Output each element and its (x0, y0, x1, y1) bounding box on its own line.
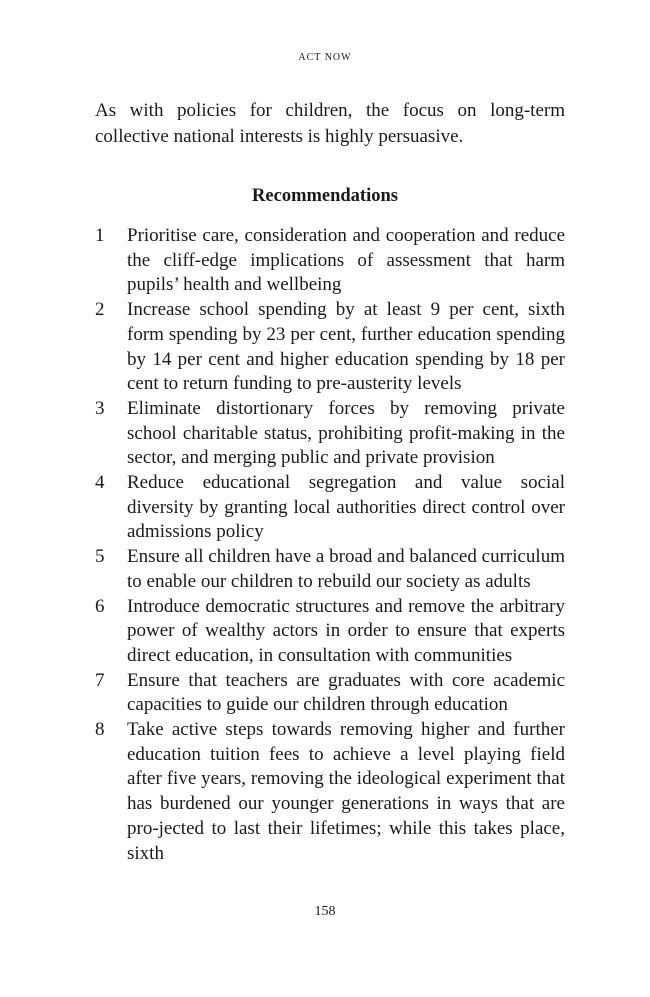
recommendation-text: Prioritise care, consideration and cooperation and reduce the cliff-edge implications of assessment that harm pupils’ health and wellbeing (127, 225, 565, 296)
recommendation-number: 2 (95, 299, 105, 321)
recommendation-item (95, 224, 565, 298)
recommendation-text: Take active steps towards removing higher and further education tuition fees to achieve a level playing field after five years, removing the ideological experiment that has burdened our younger generations in ways that are pro-jected to last their lifetimes; while this takes place, sixth (127, 719, 565, 864)
recommendation-item (95, 397, 565, 471)
recommendation-text: Increase school spending by at least 9 per cent, sixth form spending by 23 per cent, further education spending by 14 per cent and higher education spending by 18 per cent to return funding to pre-austerity levels (127, 299, 565, 395)
page-number: 158 (314, 904, 336, 919)
recommendation-item (95, 669, 565, 718)
recommendation-item (95, 471, 565, 545)
recommendation-number: 4 (95, 472, 105, 494)
running-head: ACT NOW (298, 52, 352, 63)
recommendation-text: Introduce democratic structures and remove the arbitrary power of wealthy actors in order to ensure that experts direct education, in consultation with communities (127, 595, 565, 666)
recommendation-number: 5 (95, 546, 105, 568)
recommendation-text: Ensure all children have a broad and balanced curriculum to enable our children to rebuild our society as adults (127, 546, 565, 592)
recommendation-number: 1 (95, 225, 105, 246)
recommendation-number: 8 (95, 719, 105, 741)
section-heading: Recommendations (252, 186, 398, 206)
recommendations-list (95, 224, 565, 866)
recommendation-number: 6 (95, 595, 105, 617)
recommendation-item (95, 718, 565, 866)
recommendation-item (95, 595, 565, 669)
recommendation-item (95, 298, 565, 397)
recommendation-number: 3 (95, 397, 105, 419)
recommendation-text: Ensure that teachers are graduates with core academic capacities to guide our children through education (127, 669, 565, 716)
recommendation-number: 7 (95, 669, 105, 691)
recommendation-text: Eliminate distortionary forces by removing private school charitable status, prohibiting profit-making in the sector, and merging public and private provision (127, 397, 565, 469)
recommendation-item (95, 545, 565, 594)
recommendation-text: Reduce educational segregation and value social diversity by granting local authorities direct control over admissions policy (127, 472, 565, 543)
intro-paragraph: As with policies for children, the focus on long-term collective national interests is highly persuasive. (95, 100, 565, 147)
